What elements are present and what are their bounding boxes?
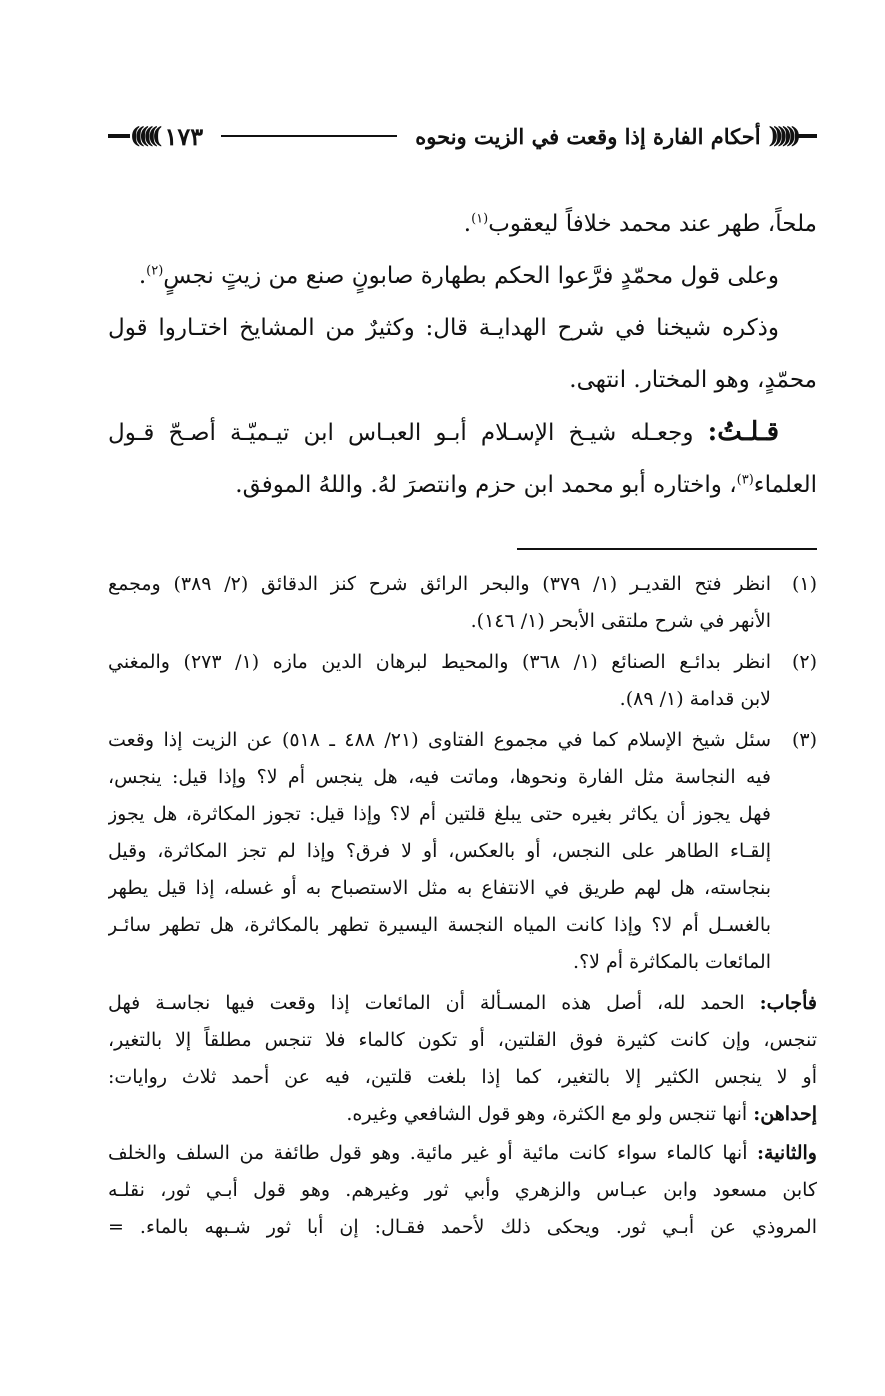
footnote-line: إلقـاء الطاهر على النجس، أو بالعكس، أو لا فرق؟ وإذا لم تجز المكاثرة، وقيل	[108, 840, 771, 862]
footnote-line: تنجس، وإن كانت كثيرة فوق القلتين، أو تكون كالماء فلا تنجس مطلقاً إلا بالتغير،	[108, 1029, 817, 1051]
footnote-number: (٣)	[791, 729, 817, 751]
header-ornament-left: ))))))	[108, 125, 156, 147]
footnote-number: (١)	[791, 573, 817, 595]
first-lead: إحداهن:	[753, 1103, 817, 1125]
footnote-number: (٢)	[791, 651, 817, 673]
footnote-line: فهل يجوز أن يكاثر بغيره حتى يبلغ قلتين أم لا؟ وإذا قيل: تجوز المكاثرة، هل يجوز	[108, 803, 771, 825]
text-line: وعلى قول محمّدٍ فرَّعوا الحكم بطهارة صابونٍ صنع من زيتٍ نجسٍ$^{(٢)}$.	[138, 263, 779, 289]
footnote-ref[interactable]: (٢)	[146, 263, 164, 279]
footnote-separator	[517, 548, 817, 550]
footnote-line: انظر بدائـع الصنائع (١/ ٣٦٨) والمحيط لبرهان الدين مازه (١/ ٢٧٣) والمغني	[108, 651, 771, 673]
header-ornament-right: ((((((	[769, 125, 817, 147]
text-line: محمّدٍ، وهو المختار. انتهى.	[569, 367, 817, 393]
text-line: وذكره شيخنا في شرح الهدايـة قال: وكثيرٌ من المشايخ اختـاروا قول	[108, 315, 779, 341]
page-number: ١٧٣	[164, 121, 204, 151]
text-line: العلماء$^{(٣)}$، واختاره أبو محمد ابن حزم وانتصرَ لهُ. واللهُ الموفق.	[235, 472, 817, 498]
footnotes	[108, 566, 817, 1246]
second-lead: والثانية:	[757, 1142, 817, 1164]
footnote-line: كابن مسعود وابن عبـاس والزهري وأبي ثور وغيرهم. وهو قول أبـي ثور، نقلـه	[108, 1179, 817, 1201]
footnote-line: سئل شيخ الإسلام كما في مجموع الفتاوى (٢١/ ٤٨٨ ـ ٥١٨) عن الزيت إذا وقعت	[108, 729, 771, 751]
footnote-line: لابن قدامة (١/ ٨٩).	[619, 688, 771, 710]
footnote-ref[interactable]: (١)	[471, 211, 489, 227]
answer-lead: فأجاب:	[759, 992, 817, 1014]
footnote-ref[interactable]: (٣)	[736, 472, 754, 488]
footnote-line: فيه النجاسة مثل الفارة ونحوها، وماتت فيه، هل ينجس أم لا؟ وإذا قيل: ينجس،	[108, 766, 771, 788]
second-paragraph	[108, 1135, 817, 1246]
footnote-3	[108, 722, 817, 981]
footnote-line: فأجاب: الحمد لله، أصل هذه المسـألة أن المائعات إذا وقعت فيها نجاسـة فهل	[108, 992, 817, 1014]
book-page	[108, 0, 817, 1396]
footnote-2	[108, 644, 817, 718]
main-text	[108, 198, 817, 511]
text-line: قـلـتُ: وجعـله شيـخ الإسـلام أبـو العبـاس ابن تيـميّـة أصـحّ قـول	[108, 417, 780, 447]
running-header	[108, 118, 817, 154]
footnote-line: انظر فتح القديـر (١/ ٣٧٩) والبحر الرائق شرح كنز الدقائق (٢/ ٣٨٩) ومجمع	[108, 573, 771, 595]
answer-paragraph	[108, 985, 817, 1133]
footnote-1	[108, 566, 817, 640]
footnote-line: الأنهر في شرح ملتقى الأبحر (١/ ١٤٦).	[470, 610, 771, 632]
footnote-line: أو لا ينجس الكثير إلا بالتغير، كما إذا بلغت قلتين، فيه عن أحمد ثلاث روايات:	[108, 1066, 817, 1088]
header-title: أحكام الفارة إذا وقعت في الزيت ونحوه	[415, 123, 761, 149]
footnote-line: المائعات بالمكاثرة أم لا؟.	[573, 951, 771, 973]
qultu-word: قـلـتُ:	[707, 417, 780, 447]
footnote-line: المروذي عن أبـي ثور. ويحكى ذلك لأحمد فقـال: إن أبا ثور شـبهه بالماء. =	[108, 1216, 817, 1238]
footnote-line: بنجاسته، هل لهم طريق في الانتفاع به مثل الاستصباح به أو غسله، إذا قيل يطهر	[108, 877, 771, 899]
footnote-line: بالغسـل أم لا؟ وإذا كانت المياه النجسة اليسيرة تطهر بالمكاثرة، هل تطهر سائـر	[108, 914, 771, 936]
header-rule	[221, 135, 397, 137]
text-line: ملحاً، طهر عند محمد خلافاً ليعقوب$^{(١)}$.	[463, 211, 817, 237]
footnote-line: والثانية: أنها كالماء سواء كانت مائية أو غير مائية. وهو قول طائفة من السلف والخلف	[108, 1142, 817, 1164]
footnote-line: إحداهن: أنها تنجس ولو مع الكثرة، وهو قول الشافعي وغيره.	[346, 1103, 817, 1125]
